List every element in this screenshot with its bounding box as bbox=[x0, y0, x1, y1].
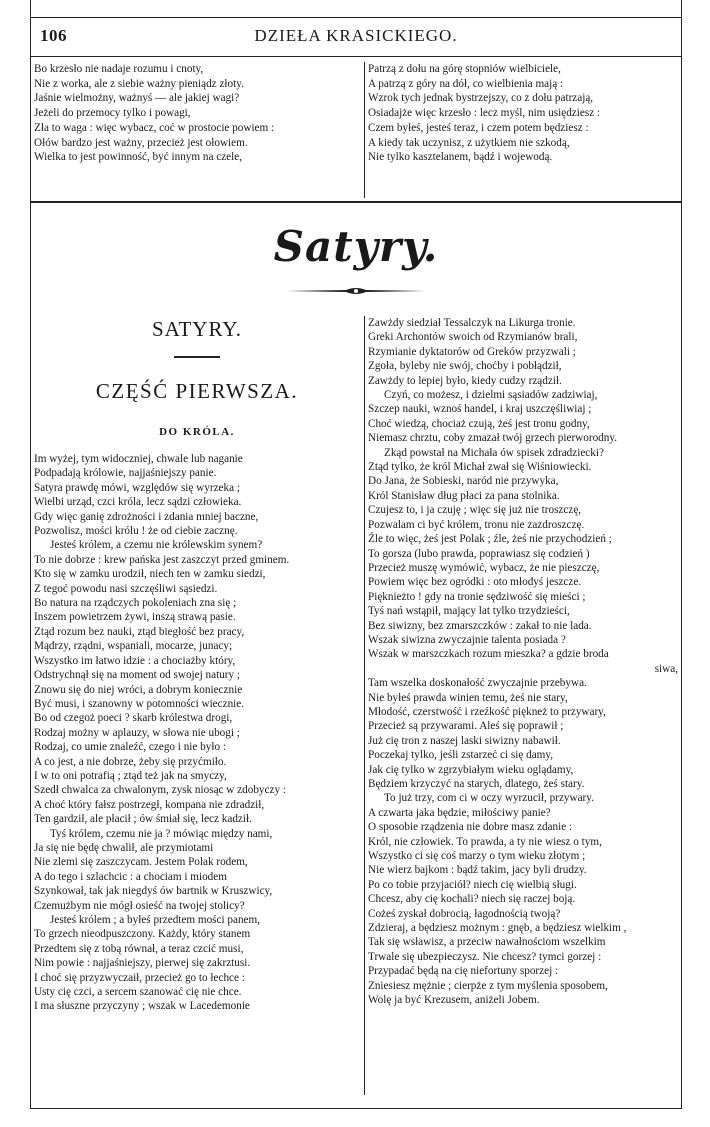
verse-line: Zgoła, byleby nie swój, choćby i pobłądził, bbox=[368, 360, 562, 373]
verse-line: Zła to waga : więc wybacz, coć w prostocie powiem : bbox=[34, 121, 275, 134]
verse-line: Jesteś królem ; a byłeś przedtem mości panem, bbox=[50, 914, 261, 926]
verse-line: Podpadają królowie, najjaśniejszy panie. bbox=[34, 467, 217, 480]
verse-line: Ołów bardzo jest ważny, przecież jest ołowiem. bbox=[34, 136, 248, 149]
verse-line: A patrzą z góry na dół, co wielbienia mają : bbox=[368, 77, 564, 90]
poem-heading: DO KRÓLA. bbox=[159, 426, 235, 438]
verse-line: Wszystko ci się coś marzy o tym wieku złotym ; bbox=[368, 850, 586, 863]
verse-line: I w to oni potrafią ; ztąd też jak na smyczy, bbox=[34, 769, 227, 782]
verse-line: Rodzaj, co umie znaleźć, czego i nie było : bbox=[34, 741, 226, 754]
verse-line: Król Stanisław dług płaci za pana stolnika. bbox=[368, 489, 560, 502]
heading-rule bbox=[174, 356, 220, 358]
verse-line: Czemużbym nie mógł osieść na twojej stolicy? bbox=[34, 899, 245, 912]
verse-line: Przecież są przywarami. Aleś się poprawił ; bbox=[368, 720, 564, 733]
verse-line: Z tegoć powodu nasi szczęśliwi sąsiedzi. bbox=[34, 582, 218, 595]
verse-line: Czem byłeś, jesteś teraz, i czem potem będziesz : bbox=[368, 121, 589, 134]
continued-poem-right-column bbox=[368, 62, 680, 198]
verse-line: Usty cię czci, a sercem szanować cię nie chce. bbox=[34, 986, 242, 999]
verse-line: To nie dobrze : krew pańska jest zaszczyt przed gminem. bbox=[34, 553, 290, 566]
verse-line: Przypadać będą na cię niefortuny sporzej : bbox=[368, 965, 559, 978]
verse-line: Jaśnie wielmożny, ważnyś — ale jakiej wagi? bbox=[34, 92, 240, 105]
verse-line: Przedtem się z tobą równał, a teraz czcić musi, bbox=[34, 942, 244, 955]
verse-line: Greki Archontów swoich od Rzymianów brali, bbox=[368, 331, 578, 344]
verse-line: O sposobie rządzenia nie dobre masz zdanie : bbox=[368, 821, 573, 834]
verse-line: Nie wierz bajkom : bądź takim, jacy byli drudzy. bbox=[368, 864, 587, 877]
verse-line: To grzech nieodpuszczony. Każdy, który stanem bbox=[34, 928, 251, 941]
verse-line: Poczekaj tylko, jeśli zstarzeć ci się damy, bbox=[368, 749, 554, 762]
verse-line: Pozwalam ci być królem, tronu nie zazdroszczę. bbox=[368, 518, 585, 531]
verse-line: Wszystko im łatwo idzie : a chociażby który, bbox=[34, 654, 236, 667]
section-separator bbox=[30, 201, 682, 205]
verse-line: Czujesz to, i ja czuję ; więc się już nie troszczę, bbox=[368, 504, 582, 517]
ornament-rule-icon bbox=[30, 284, 682, 303]
verse-line: Zkąd powstał na Michała ów spisek zdradziecki? bbox=[384, 446, 604, 459]
verse-line: Zniesiesz mężnie ; cierpże z tym myślenia sposobem, bbox=[368, 979, 608, 992]
verse-line: Bo natura na rządczych pokoleniach zna się ; bbox=[34, 597, 237, 610]
satires-heading: SATYRY. bbox=[151, 317, 243, 341]
verse-line: A kiedy tak uczynisz, z użytkiem nie szkodą, bbox=[368, 136, 570, 149]
verse-line: Rodzaj możny w aplauzy, w słowa nie ubogi ; bbox=[34, 726, 240, 739]
verse-line: Cożeś zyskał dobrocią, łagodnością twoją? bbox=[368, 907, 561, 920]
verse-line: Kto się w zamku urodził, niech ten w zamku siedzi, bbox=[34, 568, 266, 581]
verse-line: Zawżdy to lepiej było, kiedy cudzy rządził. bbox=[368, 374, 562, 387]
verse-line: Wszak siwizna zwyczajnie talenta posiada ? bbox=[368, 633, 566, 646]
verse-line: Nie zlemi się zaszczycam. Jestem Polak rodem, bbox=[34, 856, 248, 869]
verse-line: Jeżeli do przemocy tylko i powagi, bbox=[34, 107, 191, 120]
verse-line: Bo od czegoż poeci ? skarb królestwa drogi, bbox=[34, 712, 233, 725]
verse-line: Niemasz chrztu, coby zmazał twój grzech pierworodny. bbox=[368, 432, 618, 445]
verse-line: Źle to więc, żeś jest Polak ; źle, żeś nie przychodzień ; bbox=[368, 533, 612, 546]
running-title: DZIEŁA KRASICKIEGO. bbox=[254, 26, 458, 45]
satires-body bbox=[30, 316, 682, 1109]
verse-line: Jesteś królem, a czemu nie królewskim synem? bbox=[50, 539, 263, 552]
verse-line: Ten gardził, ale płacił ; ów śmiał się, lecz kadził. bbox=[34, 813, 252, 826]
verse-line: Zawżdy siedział Tessalczyk na Likurga tronie. bbox=[368, 317, 576, 329]
verse-line: Odstrychnął się na moment od swojej natury ; bbox=[34, 669, 240, 682]
verse-line: Tyś nań wstąpił, mający lat tylko trzydzieści, bbox=[368, 605, 570, 618]
column-divider bbox=[364, 62, 365, 198]
verse-line: Bez siwizny, bez zmarszczków : zakał to nie lada. bbox=[368, 619, 592, 632]
verse-line: Ja się nie będę chwalił, ale przymiotami bbox=[34, 841, 214, 854]
continued-poem bbox=[30, 62, 682, 198]
header-bottom-rule bbox=[30, 56, 682, 57]
verse-line: Szynkował, tak jak niegdyś ów bartnik w Kruszwicy, bbox=[34, 885, 273, 898]
verse-line: Rzymianie dyktatorów od Greków przyzwali ; bbox=[368, 345, 576, 358]
verse-line: Wszak w marszczkach rozum mieszka? a gdzie broda bbox=[368, 648, 609, 661]
verse-line: Do Jana, że Sobieski, naród nie przywyka, bbox=[368, 475, 559, 488]
page-frame bbox=[30, 0, 682, 1109]
verse-line: Tam wszelka doskonałość zwyczajnie przebywa. bbox=[368, 677, 587, 690]
satires-left-column bbox=[34, 316, 360, 1109]
verse-line: A czwarta jaka będzie, miłościwy panie? bbox=[368, 806, 551, 819]
poem-lines-left bbox=[34, 452, 360, 1014]
verse-line: I ma słuszne przyczyny ; wszak w Lacedemonie bbox=[34, 1000, 250, 1013]
verse-line: Mądrzy, rządni, wspaniali, mocarze, junacy; bbox=[34, 640, 233, 653]
verse-line: Pięknieżto ! gdy na tronie sędziwość się mieści ; bbox=[368, 590, 586, 603]
verse-line: Osiadajże więc krzesło : lecz myśl, nim usiędziesz : bbox=[368, 107, 601, 120]
verse-line: Nie byłeś prawda winien temu, żeś nie stary, bbox=[368, 691, 568, 704]
verse-line: A do tego i szlachcic : a chociam i miodem bbox=[34, 870, 227, 883]
verse-line: Patrzą z dołu na górę stopniów wielbiciele, bbox=[368, 63, 561, 75]
header-top-rule bbox=[30, 17, 682, 18]
verse-line: Nie z worka, ale z siebie ważny pieniądz złoty. bbox=[34, 77, 244, 90]
verse-line: Zdzieraj, a będziesz możnym : gnęb, a będziesz wielkim , bbox=[368, 922, 627, 935]
verse-line: Przecież muszę wymówić, wybacz, że nie pieszczę, bbox=[368, 561, 600, 574]
verse-line: Inszem powietrzem żywi, inszą strawą pasie. bbox=[34, 611, 236, 624]
verse-line: siwa, bbox=[654, 662, 678, 675]
verse-line: Będziem krzyczyć na starych, dlatego, żeś stary. bbox=[368, 778, 585, 790]
page-header bbox=[30, 22, 682, 50]
verse-line: Już cię tron z naszej laski siwizny nabawił. bbox=[368, 734, 561, 747]
part-heading: CZĘŚĆ PIERWSZA. bbox=[95, 379, 299, 403]
verse-line: A co jest, a nie dobrze, żeby się przyćmiło. bbox=[34, 755, 227, 768]
verse-line: Wolę ja być Krezusem, aniżeli Jobem. bbox=[368, 994, 540, 1007]
verse-line: Tyś królem, czemu nie ja ? mówiąc między nami, bbox=[50, 827, 273, 840]
verse-line: Znowu się do niej wróci, a dobrym koniecznie bbox=[34, 683, 243, 696]
verse-line: Choć wiedzą, chociaż czują, żeś jest tronu godny, bbox=[368, 417, 590, 430]
verse-line: Nie tylko kasztelanem, bądź i wojewodą. bbox=[368, 151, 553, 164]
verse-line: Satyra prawdę mówi, względów się wyrzeka ; bbox=[34, 481, 240, 494]
verse-line: To gorsza (lubo prawda, poprawiasz się codzień ) bbox=[368, 547, 590, 560]
verse-line: Król, nie człowiek. To prawda, a ty nie wiesz o tym, bbox=[368, 835, 602, 848]
verse-line: Pozwolisz, mości królu ! że od ciebie zacznę. bbox=[34, 525, 238, 538]
verse-line: Bo krzesło nie nadaje rozumu i cnoty, bbox=[34, 63, 204, 75]
page-number: 106 bbox=[40, 26, 67, 45]
verse-line: Szczep nauki, wznoś handel, i kraj uszczęśliwiaj ; bbox=[368, 403, 592, 416]
verse-line: I choć się przyzwyczaił, przecież go to łechce : bbox=[34, 971, 245, 984]
verse-line: Powiem więc bez ogródki : oto młodyś jeszcze. bbox=[368, 576, 582, 589]
verse-line: A choć który fałsz postrzegł, kompana nie zdradził, bbox=[34, 798, 265, 811]
verse-line: Być musi, i szanowny w potomności wiecznie. bbox=[34, 697, 245, 710]
section-title: Satyry. bbox=[273, 222, 439, 271]
verse-line: Wielbi urząd, czci króla, lecz sądzi człowieka. bbox=[34, 496, 242, 509]
verse-line: Chcesz, aby cię kochali? niech się raczej boją. bbox=[368, 893, 576, 906]
verse-line: Szedł chwalca za chwalonym, zysk niosąc w zdobyczy : bbox=[34, 784, 286, 797]
verse-line: Trwale się ubezpieczysz. Nie chcesz? tymci gorzej : bbox=[368, 950, 602, 963]
verse-line: Po co tobie przyjaciół? niech cię wielbią sługi. bbox=[368, 878, 577, 891]
verse-line: Nim powie : najjaśniejszy, pierwej się zakrztusi. bbox=[34, 957, 251, 970]
continued-poem-left-column bbox=[34, 62, 360, 198]
verse-line: Czyń, co możesz, i dzielmi sąsiadów zadziwiaj, bbox=[384, 389, 598, 402]
verse-line: Ztąd rozum bez nauki, ztąd biegłość bez pracy, bbox=[34, 625, 245, 638]
page-bottom-rule bbox=[30, 1108, 682, 1109]
verse-line: Im wyżej, tym widoczniej, chwale lub naganie bbox=[34, 453, 243, 465]
verse-line: Wzrok tych jednak bystrzejszy, co z dołu patrzają, bbox=[368, 92, 594, 105]
verse-line: Gdy więc ganię zdrożności i zdania mniej baczne, bbox=[34, 510, 259, 523]
verse-line: Ztąd tylko, że król Michał zwał się Wiśniowiecki. bbox=[368, 461, 592, 474]
main-column-divider bbox=[364, 316, 365, 1095]
verse-line: Wielka to jest powinność, być innym na czele, bbox=[34, 151, 243, 164]
poem-lines-right bbox=[368, 316, 680, 1109]
verse-line: To już trzy, com ci w oczy wyrzucił, przywary. bbox=[384, 792, 594, 805]
verse-line: Młodość, czerstwość i rzeźkość piękneż to przywary, bbox=[368, 705, 606, 718]
verse-line: Jak cię tylko w zgrzybiałym wieku oglądamy, bbox=[368, 763, 574, 776]
verse-line: Tak się wsławisz, a przeciw nawałnościom wszelkim bbox=[368, 936, 606, 949]
